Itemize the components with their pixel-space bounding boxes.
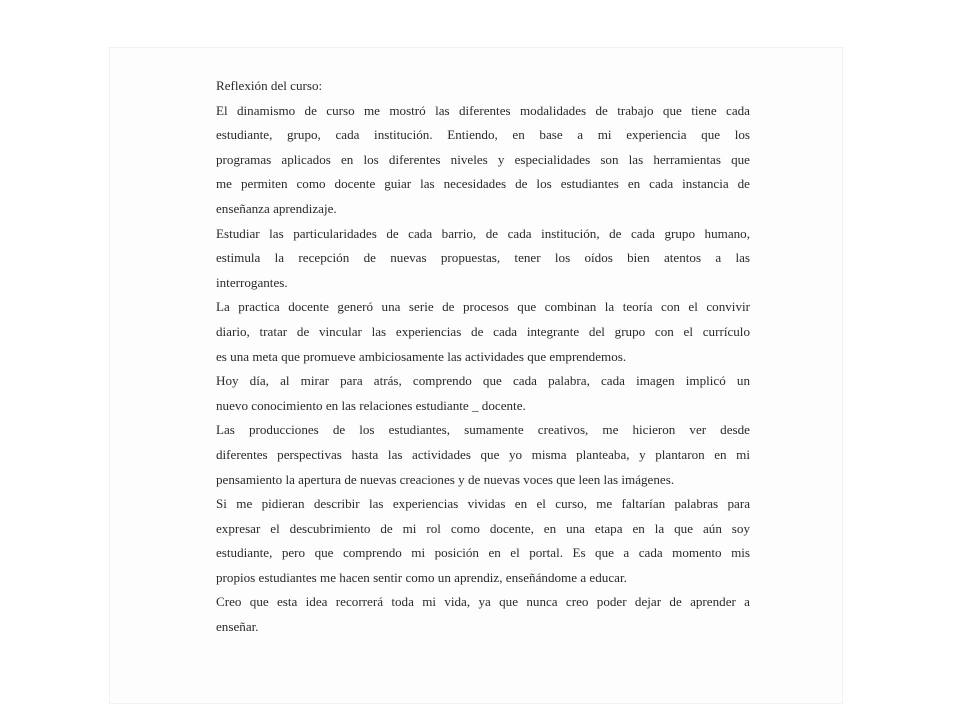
text-line: diferentes perspectivas hasta las actividades que yo misma planteaba, y plantaron en mi: [216, 446, 750, 462]
text-line: interrogantes.: [216, 274, 288, 290]
text-line: Las producciones de los estudiantes, sumamente creativos, me hicieron ver desde: [216, 422, 750, 438]
text-line: me permiten como docente guiar las necesidades de los estudiantes en cada instancia de: [216, 176, 750, 192]
text-line: estudiante, pero que comprendo mi posición en el portal. Es que a cada momento mis: [216, 545, 750, 561]
text-line: Hoy día, al mirar para atrás, comprendo que cada palabra, cada imagen implicó un: [216, 373, 750, 389]
text-line: propios estudiantes me hacen sentir como un aprendiz, enseñándome a educar.: [216, 569, 627, 585]
text-line: expresar el descubrimiento de mi rol como docente, en una etapa en la que aún soy: [216, 520, 750, 536]
text-line: estimula la recepción de nuevas propuestas, tener los oídos bien atentos a las: [216, 250, 750, 266]
text-line: diario, tratar de vincular las experiencias de cada integrante del grupo con el currículo: [216, 323, 750, 339]
text-line: nuevo conocimiento en las relaciones estudiante _ docente.: [216, 397, 526, 413]
text-line: La practica docente generó una serie de procesos que combinan la teoría con el convivir: [216, 299, 750, 315]
text-line: Creo que esta idea recorrerá toda mi vida, ya que nunca creo poder dejar de aprender a: [216, 594, 750, 610]
text-line: estudiante, grupo, cada institución. Entiendo, en base a mi experiencia que los: [216, 127, 750, 143]
text-line: es una meta que promueve ambiciosamente las actividades que emprendemos.: [216, 348, 627, 364]
text-line: Si me pidieran describir las experiencias vividas en el curso, me faltarían palabras para: [216, 496, 750, 512]
text-line: enseñar.: [216, 619, 259, 635]
paragraph-lines: [216, 99, 750, 640]
text-line: El dinamismo de curso me mostró las diferentes modalidades de trabajo que tiene cada: [216, 102, 750, 118]
text-line: programas aplicados en los diferentes niveles y especialidades son las herramientas que: [216, 151, 750, 167]
document-body: [216, 74, 750, 640]
document-title: Reflexión del curso:: [216, 78, 323, 93]
text-line: Estudiar las particularidades de cada barrio, de cada institución, de cada grupo humano,: [216, 225, 750, 241]
text-line: enseñanza aprendizaje.: [216, 200, 337, 216]
text-line: pensamiento la apertura de nuevas creaciones y de nuevas voces que leen las imágenes.: [216, 471, 675, 487]
